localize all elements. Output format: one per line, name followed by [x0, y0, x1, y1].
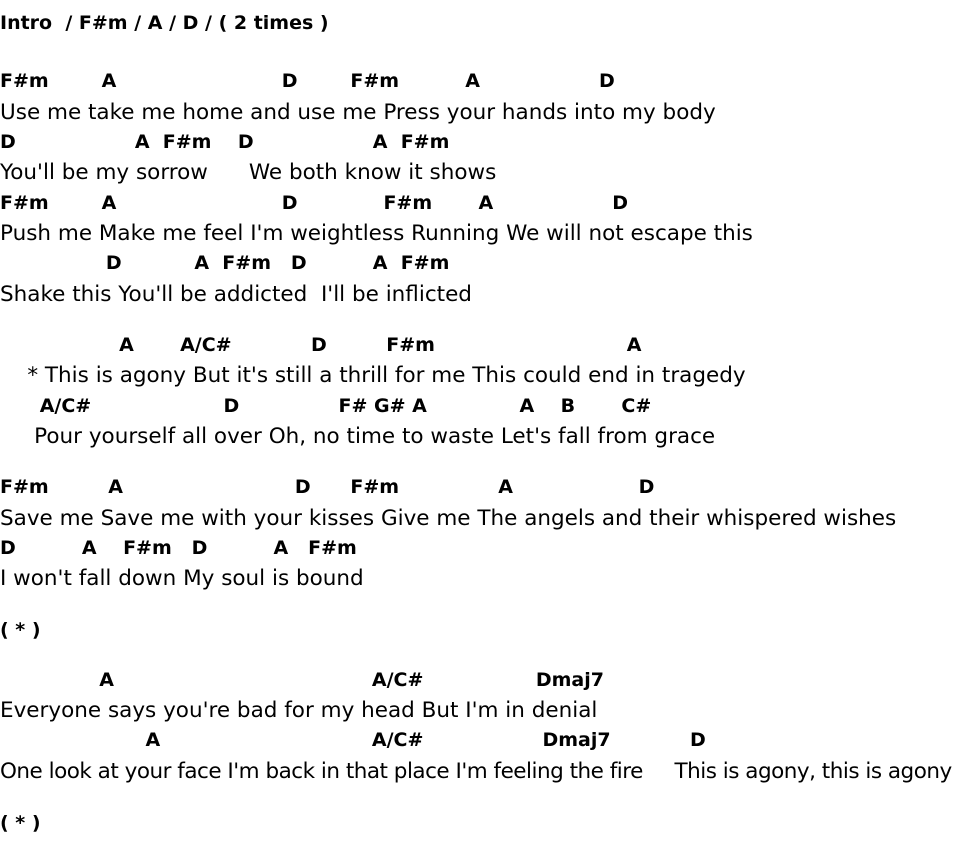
- chorus-reference-1: ( * ): [0, 619, 41, 641]
- verse1-lyric-4: Shake this You'll be addicted I'll be inflicted: [0, 282, 472, 307]
- verse2-lyric-2: I won't fall down My soul is bound: [0, 566, 364, 591]
- bridge-chords-1: A A/C# Dmaj7: [0, 669, 604, 691]
- verse1-lyric-1: Use me take me home and use me Press your hands into my body: [0, 100, 716, 125]
- bridge-lyric-1: Everyone says you're bad for my head But I'm in denial: [0, 698, 598, 723]
- verse2-chords-2: D A F#m D A F#m: [0, 537, 357, 559]
- chorus-chords-2: A/C# D F# G# A A B C#: [0, 395, 652, 417]
- verse1-chords-3: F#m A D F#m A D: [0, 192, 628, 214]
- verse1-chords-1: F#m A D F#m A D: [0, 70, 615, 92]
- chorus-lyric-1: * This is agony But it's still a thrill for me This could end in tragedy: [0, 363, 746, 388]
- intro-line: Intro / F#m / A / D / ( 2 times ): [0, 12, 329, 34]
- verse1-lyric-2: You'll be my sorrow We both know it shows: [0, 160, 497, 185]
- bridge-chords-2: A A/C# Dmaj7 D: [0, 729, 706, 751]
- verse1-lyric-3: Push me Make me feel I'm weightless Running We will not escape this: [0, 221, 753, 246]
- verse2-lyric-1: Save me Save me with your kisses Give me The angels and their whispered wishes: [0, 506, 897, 531]
- verse2-chords-1: F#m A D F#m A D: [0, 476, 655, 498]
- verse1-chords-2: D A F#m D A F#m: [0, 131, 450, 153]
- bridge-lyric-2: One look at your face I'm back in that place I'm feeling the fire This is agony, this is agony: [0, 759, 952, 784]
- chorus-chords-1: A A/C# D F#m A: [0, 334, 642, 356]
- chorus-lyric-2: Pour yourself all over Oh, no time to waste Let's fall from grace: [0, 424, 716, 449]
- verse1-chords-4: D A F#m D A F#m: [0, 252, 450, 274]
- chorus-reference-2: ( * ): [0, 812, 41, 834]
